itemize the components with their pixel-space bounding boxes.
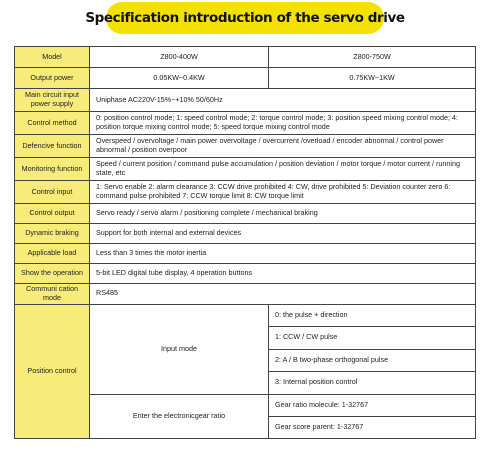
gear-ratio-item: Gear ratio molecule: 1-32767 [269, 394, 476, 416]
row-label-output-power: Output power [15, 68, 90, 89]
row-label-show-operation: Show the operation [15, 264, 90, 284]
table-row-applicable-load [15, 244, 476, 264]
control-method-value: 0: position control mode; 1: speed control mode; 2: torque control mode; 3: position speed mixing control mode; 4: position torque mixing control mode; 5: speed torque mixing control mode [90, 112, 476, 135]
table-row-show-operation [15, 264, 476, 284]
table-row-defensive [15, 135, 476, 158]
table-row-dynamic-braking [15, 224, 476, 244]
input-mode-item: 2: A / B two-phase orthogonal pulse [269, 349, 476, 372]
gear-ratio-item: Gear score parent: 1-32767 [269, 416, 476, 438]
table-row-communication [15, 284, 476, 305]
table-row-model [15, 47, 476, 68]
table-row-control-output [15, 204, 476, 224]
row-label-model: Model [15, 47, 90, 68]
row-label-monitoring: Monitoring function [15, 158, 90, 181]
input-mode-label: Input mode [90, 304, 269, 394]
applicable-load-value: Less than 3 times the motor inertia [90, 244, 476, 264]
input-mode-item: 3: Internal position control [269, 372, 476, 395]
table-row-monitoring [15, 158, 476, 181]
page-title: Specification introduction of the servo drive [85, 10, 405, 26]
row-label-position-control: Position control [15, 304, 90, 438]
row-label-applicable-load: Applicable load [15, 244, 90, 264]
table-row-output-power [15, 68, 476, 89]
title-banner [85, 2, 405, 34]
output-power-400w: 0.05KW~0.4KW [90, 68, 269, 89]
row-label-control-output: Control output [15, 204, 90, 224]
main-circuit-value: Uniphase AC220V-15%~+10% 50/60Hz [90, 89, 476, 112]
table-row-main-circuit [15, 89, 476, 112]
defensive-value: Overspeed / overvoltage / main power overvoltage / overcurrent /overload / encoder abnormal / control power abnormal / position overpoor [90, 135, 476, 158]
show-operation-value: 5-bit LED digital tube display, 4 operation buttons [90, 264, 476, 284]
input-mode-item: 1: CCW / CW pulse [269, 327, 476, 350]
table-row-position-input-0 [15, 304, 476, 327]
model-750w: Z800-750W [269, 47, 476, 68]
row-label-communication: Communi cation mode [15, 284, 90, 305]
row-label-defensive: Defencive function [15, 135, 90, 158]
row-label-control-input: Control input [15, 181, 90, 204]
model-400w: Z800-400W [90, 47, 269, 68]
monitoring-value: Speed / current position / command pulse accumulation / position deviation / motor torque / motor current / running state, etc [90, 158, 476, 181]
row-label-main-circuit: Main circuit input power supply [15, 89, 90, 112]
dynamic-braking-value: Support for both internal and external devices [90, 224, 476, 244]
control-input-value: 1: Servo enable 2: alarm clearance 3: CCW drive prohibited 4: CW, drive prohibited 5: Deviation counter zero 6: command pulse prohibited 7: CCW torque limit 8: CW torque limit [90, 181, 476, 204]
table-row-control-input [15, 181, 476, 204]
row-label-dynamic-braking: Dynamic braking [15, 224, 90, 244]
spec-table [14, 46, 476, 439]
gear-ratio-label: Enter the electronicgear ratio [90, 394, 269, 438]
output-power-750w: 0.75KW~1KW [269, 68, 476, 89]
row-label-control-method: Control method [15, 112, 90, 135]
table-row-control-method [15, 112, 476, 135]
control-output-value: Servo ready / servo alarm / positioning complete / mechanical braking [90, 204, 476, 224]
communication-value: RS485 [90, 284, 476, 305]
input-mode-item: 0: the pulse + direction [269, 304, 476, 327]
